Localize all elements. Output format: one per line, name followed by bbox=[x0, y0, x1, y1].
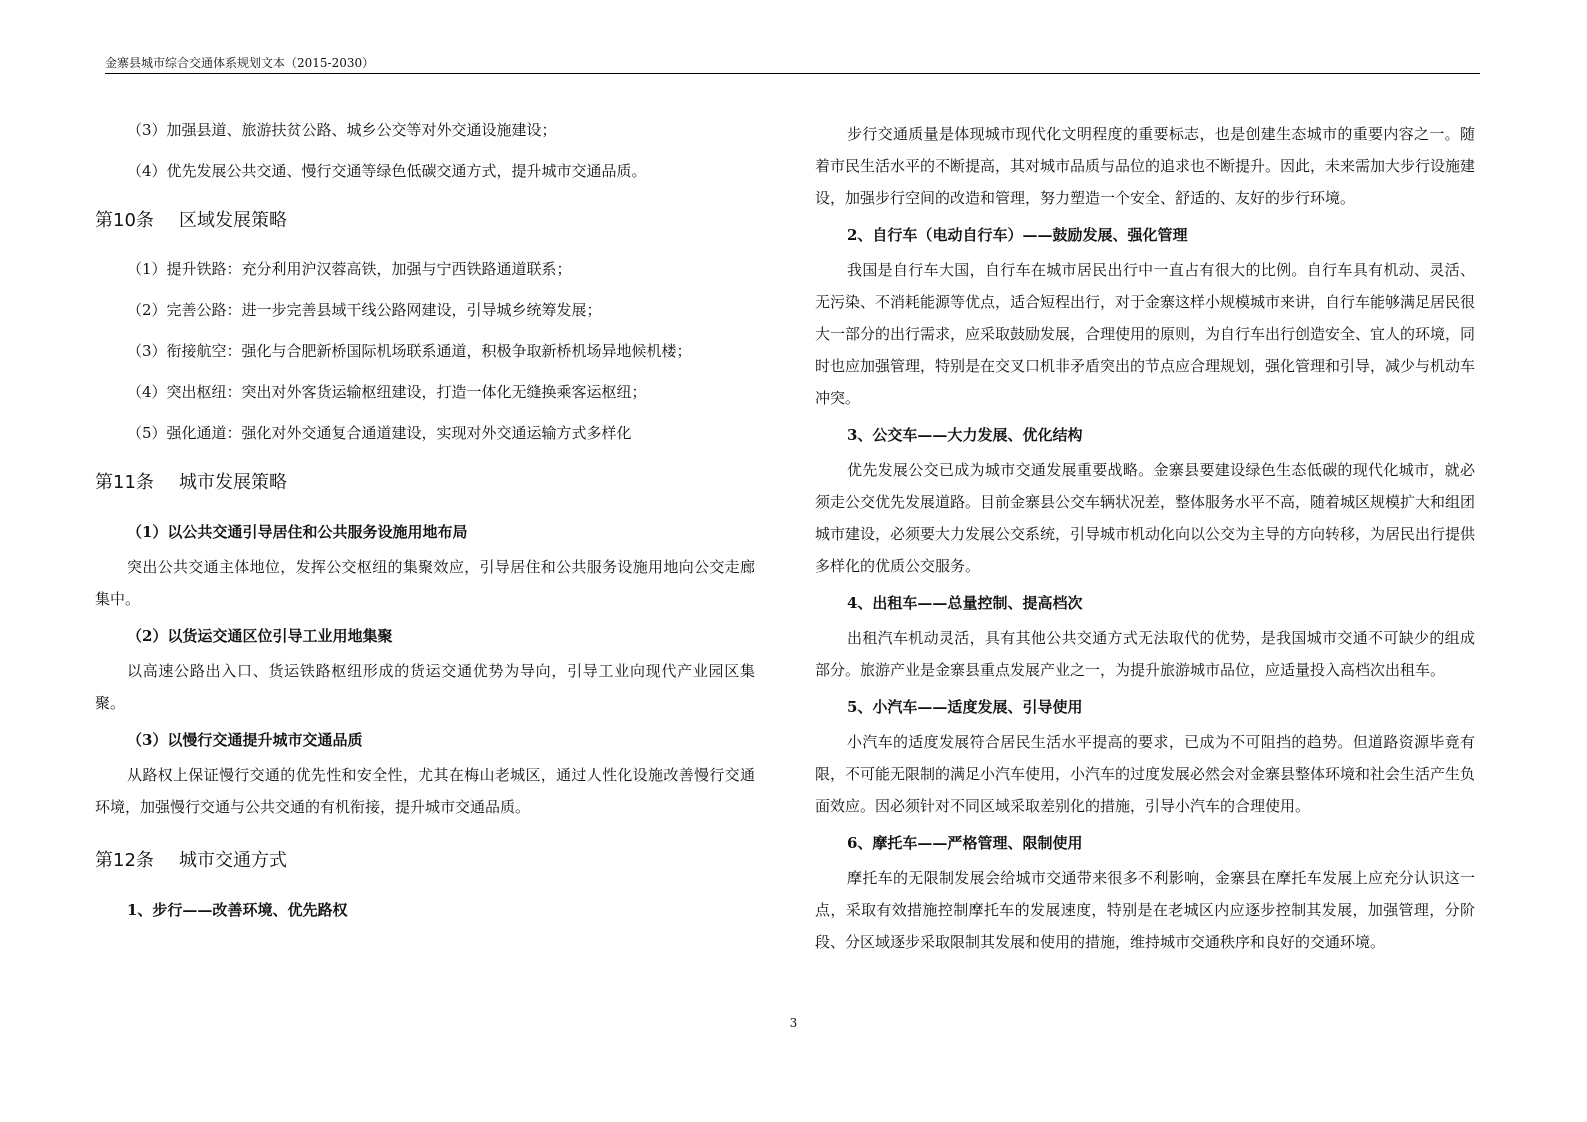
article-heading-10 bbox=[95, 207, 755, 235]
list-item: （4）突出枢纽：突出对外客货运输枢纽建设，打造一体化无缝换乘客运枢纽； bbox=[127, 383, 647, 401]
subheading: 3、公交车——大力发展、优化结构 bbox=[847, 426, 1083, 444]
subheading: 1、步行——改善环境、优先路权 bbox=[127, 901, 348, 919]
article-title: 城市交通方式 bbox=[179, 850, 287, 871]
paragraph: 从路权上保证慢行交通的优先性和安全性，尤其在梅山老城区，通过人性化设施改善慢行交通环境，加强慢行交通与公共交通的有机衔接，提升城市交通品质。 bbox=[95, 766, 755, 816]
article-heading-11 bbox=[95, 469, 755, 497]
paragraph: 突出公共交通主体地位，发挥公交枢纽的集聚效应，引导居住和公共服务设施用地向公交走廊集中。 bbox=[95, 558, 755, 608]
list-item: （1）提升铁路：充分利用沪汉蓉高铁，加强与宁西铁路通道联系； bbox=[127, 260, 572, 278]
list-item: （3）衔接航空：强化与合肥新桥国际机场联系通道，积极争取新桥机场异地候机楼； bbox=[127, 342, 692, 360]
subheading: 6、摩托车——严格管理、限制使用 bbox=[847, 834, 1083, 852]
list-item: （2）完善公路：进一步完善县域干线公路网建设，引导城乡统筹发展； bbox=[127, 301, 602, 319]
article-title: 区域发展策略 bbox=[179, 210, 287, 231]
article-number: 第12条 bbox=[95, 850, 154, 871]
subheading: 4、出租车——总量控制、提高档次 bbox=[847, 594, 1083, 612]
article-heading-12 bbox=[95, 847, 755, 875]
running-header: 金寨县城市综合交通体系规划文本（2015-2030） bbox=[105, 55, 1480, 74]
paragraph: 以高速公路出入口、货运铁路枢纽形成的货运交通优势为导向，引导工业向现代产业园区集聚。 bbox=[95, 662, 755, 712]
subheading: （2）以货运交通区位引导工业用地集聚 bbox=[127, 627, 393, 645]
left-column bbox=[95, 118, 755, 929]
subheading: （3）以慢行交通提升城市交通品质 bbox=[127, 731, 363, 749]
right-column bbox=[815, 118, 1475, 958]
subheading: （1）以公共交通引导居住和公共服务设施用地布局 bbox=[127, 523, 468, 541]
list-item: （3）加强县道、旅游扶贫公路、城乡公交等对外交通设施建设； bbox=[127, 121, 557, 139]
paragraph: 优先发展公交已成为城市交通发展重要战略。金寨县要建设绿色生态低碳的现代化城市，就必须走公交优先发展道路。目前金寨县公交车辆状况差，整体服务水平不高，随着城区规模扩大和组团城市建设，必须要大力发展公交系统，引导城市机动化向以公交为主导的方向转移，为居民出行提供多样化的优质公交服务。 bbox=[815, 461, 1476, 575]
list-item: （4）优先发展公共交通、慢行交通等绿色低碳交通方式，提升城市交通品质。 bbox=[127, 162, 647, 180]
paragraph: 步行交通质量是体现城市现代化文明程度的重要标志，也是创建生态城市的重要内容之一。随着市民生活水平的不断提高，其对城市品质与品位的追求也不断提升。因此，未来需加大步行设施建设，加强步行空间的改造和管理，努力塑造一个安全、舒适的、友好的步行环境。 bbox=[815, 125, 1476, 207]
subheading: 2、自行车（电动自行车）——鼓励发展、强化管理 bbox=[847, 226, 1188, 244]
paragraph: 小汽车的适度发展符合居民生活水平提高的要求，已成为不可阻挡的趋势。但道路资源毕竟有限，不可能无限制的满足小汽车使用，小汽车的过度发展必然会对金寨县整体环境和社会生活产生负面效应。因必须针对不同区域采取差别化的措施，引导小汽车的合理使用。 bbox=[815, 733, 1476, 815]
article-title: 城市发展策略 bbox=[179, 472, 287, 493]
subheading: 5、小汽车——适度发展、引导使用 bbox=[847, 698, 1083, 716]
paragraph: 出租汽车机动灵活，具有其他公共交通方式无法取代的优势，是我国城市交通不可缺少的组成部分。旅游产业是金寨县重点发展产业之一，为提升旅游城市品位，应适量投入高档次出租车。 bbox=[815, 629, 1475, 679]
page-number: 3 bbox=[789, 1016, 798, 1030]
article-number: 第11条 bbox=[95, 472, 154, 493]
list-item: （5）强化通道：强化对外交通复合通道建设，实现对外交通运输方式多样化 bbox=[127, 424, 632, 442]
paragraph: 我国是自行车大国，自行车在城市居民出行中一直占有很大的比例。自行车具有机动、灵活、无污染、不消耗能源等优点，适合短程出行，对于金寨这样小规模城市来讲，自行车能够满足居民很大一部分的出行需求，应采取鼓励发展，合理使用的原则，为自行车出行创造安全、宜人的环境，同时也应加强管理，特别是在交叉口机非矛盾突出的节点应合理规划，强化管理和引导，减少与机动车冲突。 bbox=[815, 261, 1476, 407]
paragraph: 摩托车的无限制发展会给城市交通带来很多不利影响，金寨县在摩托车发展上应充分认识这一点，采取有效措施控制摩托车的发展速度，特别是在老城区内应逐步控制其发展，加强管理，分阶段、分区域逐步采取限制其发展和使用的措施，维持城市交通秩序和良好的交通环境。 bbox=[815, 869, 1475, 951]
article-number: 第10条 bbox=[95, 210, 154, 231]
